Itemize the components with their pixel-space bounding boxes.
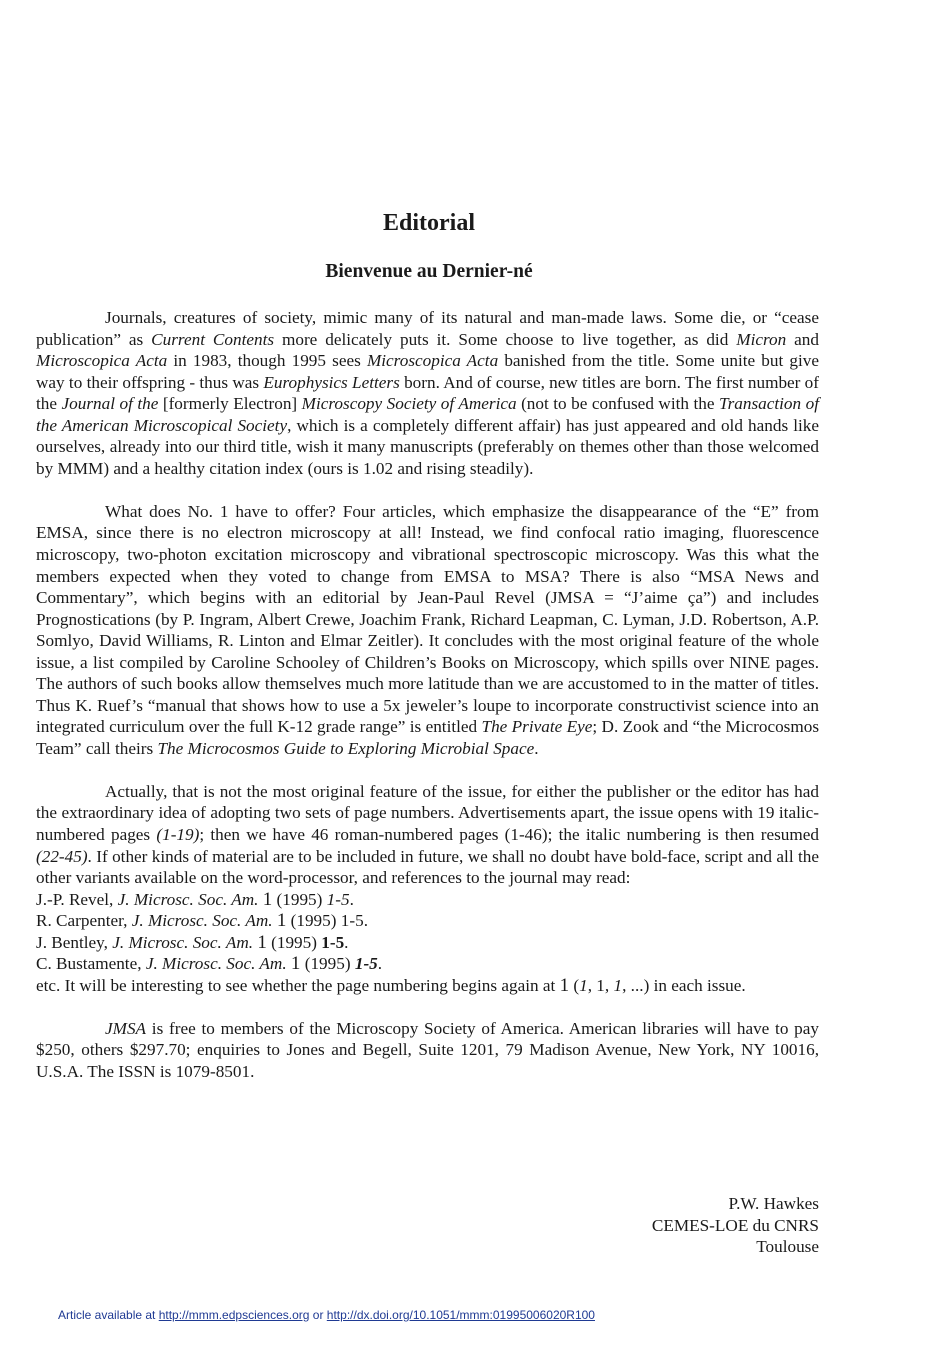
italic-title: Microscopy Society of America bbox=[301, 394, 517, 414]
italic-title: Europhysics Letters bbox=[263, 372, 400, 392]
ref-pages: 1-5 bbox=[326, 889, 350, 909]
ref-journal: J. Microsc. Soc. Am. bbox=[112, 932, 254, 952]
ref-volume: 1 bbox=[257, 931, 267, 953]
paragraph-2 bbox=[36, 501, 819, 760]
reference-list bbox=[36, 889, 819, 975]
author-name: P.W. Hawkes bbox=[728, 1194, 819, 1213]
article-footer bbox=[58, 1308, 595, 1322]
ref-author: J.-P. Revel, bbox=[36, 889, 118, 909]
italic-title: Micron bbox=[736, 329, 787, 349]
text: and bbox=[786, 329, 819, 349]
editorial-body bbox=[36, 307, 819, 1083]
ref-author: J. Bentley, bbox=[36, 932, 113, 952]
italic-title: The Private Eye bbox=[481, 717, 593, 737]
text: [formerly Electron] bbox=[158, 394, 302, 414]
text: etc. It will be interesting to see whether the page numbering begins again at bbox=[36, 975, 560, 995]
text: (not to be confused with the bbox=[516, 394, 719, 414]
italic-title: Microscopica Acta bbox=[366, 351, 499, 371]
doi-link[interactable]: http://dx.doi.org/10.1051/mmm:01995006020R100 bbox=[326, 1308, 595, 1322]
text: ( bbox=[569, 975, 580, 995]
text: Actually, that is not the most original feature of the issue, for either the publisher or the editor has had the extraordinary idea of adopting two sets of page numbers. Advertisements apart, the issue opens with 19 italic-numbered pages bbox=[36, 781, 819, 845]
text: , 1, bbox=[587, 975, 614, 995]
ref-pages: 1-5 bbox=[340, 911, 364, 931]
text: in 1983, though 1995 sees bbox=[167, 351, 367, 371]
text: , which is a completely different affair) has just appeared and old hands like ourselves, already into our third title, wish it many manuscripts (preferably on themes other than those welcomed by MMM) and a healthy citation index (ours is 1.02 and rising steadily). bbox=[36, 415, 820, 478]
ref-year: (1995) bbox=[272, 889, 327, 909]
text: more delicately puts it. Some choose to live together, as did bbox=[274, 329, 737, 349]
ref-year: (1995) bbox=[300, 954, 355, 974]
text: ; then we have 46 roman-numbered pages (1-46); the italic numbering is then resumed bbox=[199, 825, 819, 845]
ref-year: (1995) bbox=[266, 932, 322, 952]
italic-pages: (1-19) bbox=[156, 825, 200, 845]
italic-pages: (22-45) bbox=[36, 846, 88, 866]
page-subtitle: Bienvenue au Dernier-né bbox=[325, 261, 533, 282]
paragraph-3 bbox=[36, 781, 819, 889]
ref-volume: 1 bbox=[290, 953, 301, 975]
italic-title: Microscopica Acta bbox=[36, 351, 168, 371]
ref-author: R. Carpenter, bbox=[36, 911, 132, 931]
text: . bbox=[534, 738, 539, 758]
author-affiliation: CEMES-LOE du CNRS bbox=[651, 1215, 819, 1235]
reference-item bbox=[36, 932, 819, 954]
text: born. And of course, new titles are born. The first number of the bbox=[36, 372, 820, 414]
paragraph-4 bbox=[36, 1018, 819, 1083]
text: 1 bbox=[613, 975, 623, 995]
italic-title: JMSA bbox=[105, 1018, 147, 1038]
text: . bbox=[349, 889, 354, 909]
signature-block bbox=[652, 1193, 819, 1258]
text: . bbox=[377, 954, 383, 974]
text: ; D. Zook and “the Microcosmos Team” call theirs bbox=[36, 717, 820, 758]
italic-title: Journal of the bbox=[61, 394, 159, 414]
text: is free to members of the Microscopy Society of America. American libraries will have to pay $250, others $297.70; enquiries to Jones and Begell, Suite 1201, 79 Madison Avenue, New York, NY 10016, U.S.A. The ISSN is 1079-8501. bbox=[36, 1018, 819, 1081]
footer-text: Article available at bbox=[58, 1308, 159, 1322]
text: . bbox=[344, 932, 349, 952]
ref-journal: J. Microsc. Soc. Am. bbox=[117, 889, 259, 909]
footer-text: or bbox=[309, 1308, 327, 1322]
ref-volume: 1 bbox=[276, 910, 287, 932]
paragraph-3-end bbox=[36, 975, 819, 997]
text: . If other kinds of material are to be included in future, we shall no doubt have bold-face, script and all the other variants available on the word-processor, and references to the journal may read: bbox=[36, 846, 819, 888]
edpsciences-link[interactable]: http://mmm.edpsciences.org bbox=[158, 1308, 310, 1322]
ref-year: (1995) bbox=[286, 911, 341, 931]
italic-title: Current Contents bbox=[151, 329, 275, 349]
ref-volume: 1 bbox=[262, 888, 273, 910]
paragraph-1 bbox=[36, 307, 819, 479]
reference-item bbox=[36, 910, 819, 932]
reference-item bbox=[36, 953, 819, 975]
text: , ...) in each issue. bbox=[622, 975, 746, 995]
ref-author: C. Bustamente, bbox=[36, 954, 146, 974]
author-city: Toulouse bbox=[756, 1237, 819, 1256]
text: 1 bbox=[579, 975, 588, 995]
text: 1 bbox=[559, 974, 570, 996]
text: banished from the title. Some unite but give way to their offspring - thus was bbox=[36, 351, 820, 392]
text: Journals, creatures of society, mimic many of its natural and man-made laws. Some die, or “cease publication” as bbox=[36, 308, 819, 349]
page-title: Editorial bbox=[382, 210, 475, 236]
text: . bbox=[363, 911, 368, 931]
italic-title: Transaction of the American Microscopical Society bbox=[36, 394, 819, 435]
ref-journal: J. Microsc. Soc. Am. bbox=[145, 954, 287, 974]
reference-item bbox=[36, 889, 819, 911]
ref-journal: J. Microsc. Soc. Am. bbox=[131, 911, 273, 931]
ref-pages: 1-5 bbox=[354, 954, 378, 974]
italic-title: The Microcosmos Guide to Exploring Microbial Space bbox=[157, 738, 535, 758]
text: What does No. 1 have to offer? Four articles, which emphasize the disappearance of the “E” from EMSA, since there is no electron microscopy at all! Instead, we find confocal ratio imaging, fluorescence microscopy, two-photon excitation microscopy and vibrational spectroscopic microscopy. Was this what the members expected when they voted to change from EMSA to MSA? There is also “MSA News and Commentary”, which begins with an editorial by Jean-Paul Revel (JMSA = “J’aime ça”) and includes Prognostications (by P. Ingram, Albert Crewe, Joachim Frank, Richard Leapman, C. Lyman, J.D. Robertson, A.P. Somlyo, David Williams, R. Linton and Elmar Zeitler). It concludes with the most original feature of the whole issue, a list compiled by Caroline Schooley of Children’s Books on Microscopy, which spills over NINE pages. The authors of such books allow themselves much more latitude than we are accustomed to in the matter of titles. Thus K. Ruef’s “manual that shows how to use a 5x jeweler’s loupe to incorporate constructivist science into an integrated curriculum over the full K-12 grade range” is entitled bbox=[36, 501, 819, 737]
ref-pages: 1-5 bbox=[321, 932, 345, 952]
